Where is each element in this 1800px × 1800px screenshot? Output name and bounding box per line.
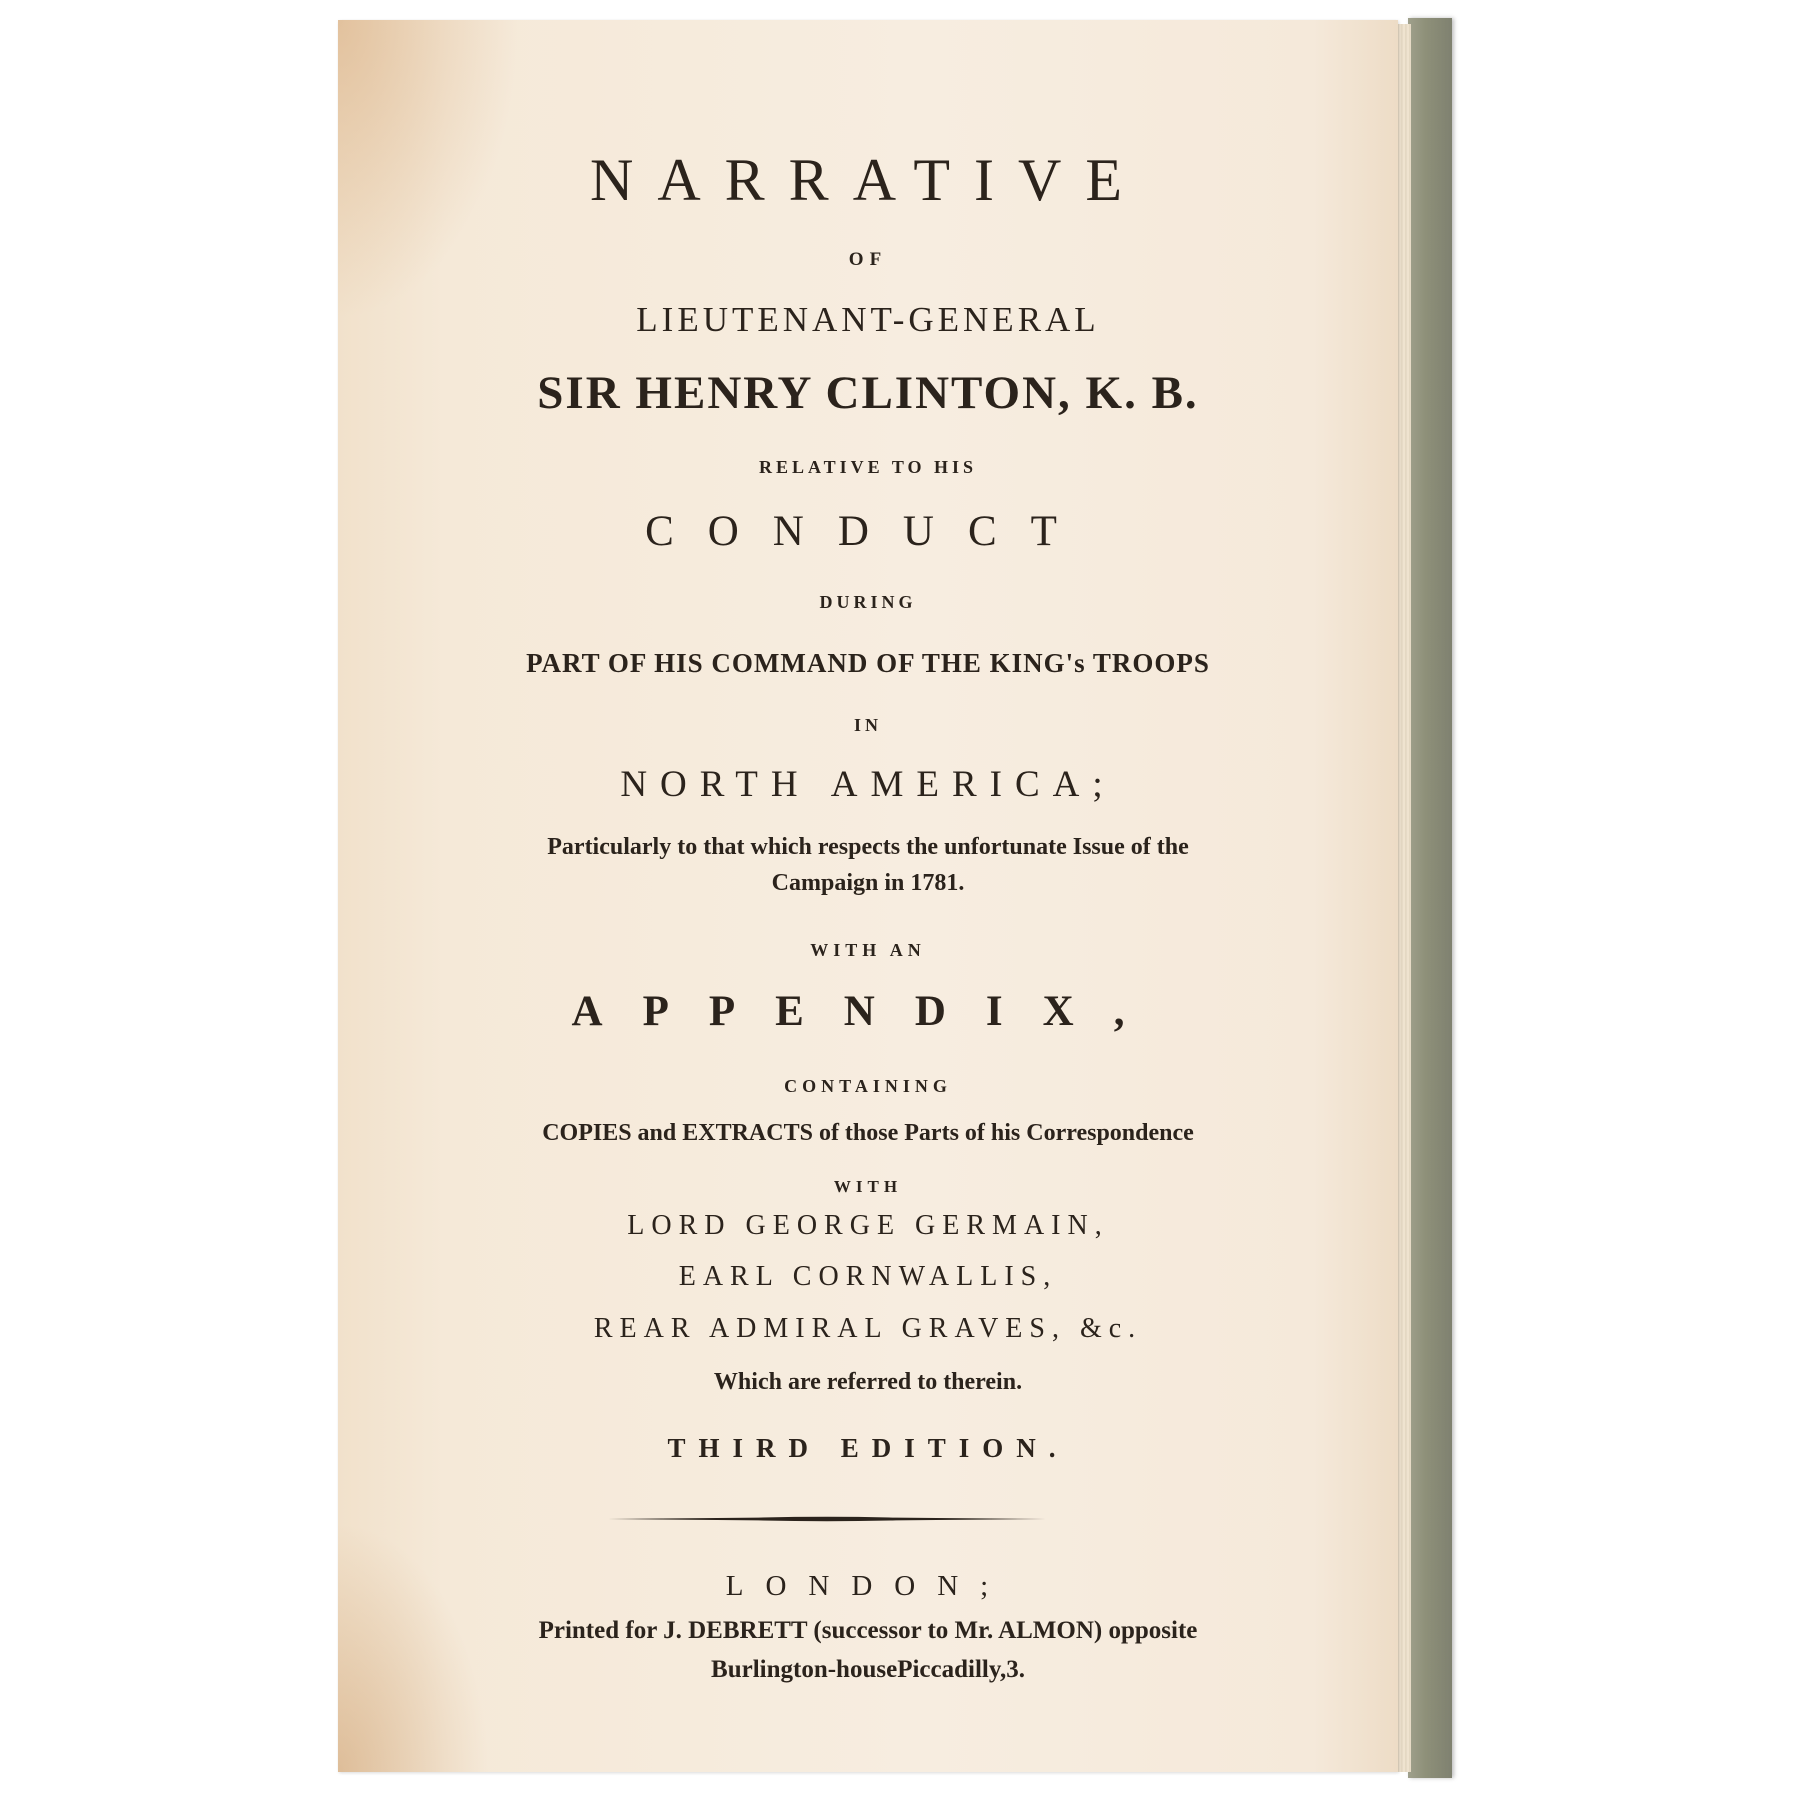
with-an-line: WITH AN — [810, 940, 926, 960]
of-line: OF — [848, 249, 888, 270]
copies-line: COPIES and EXTRACTS of those Parts of his Correspondence — [542, 1120, 1194, 1146]
correspondent-germain: LORD GEORGE GERMAIN, — [627, 1210, 1109, 1241]
particularly-line-2: Campaign in 1781. — [771, 870, 965, 896]
decorative-rule — [608, 1516, 1046, 1522]
with-line: WITH — [833, 1177, 903, 1196]
appendix-line: APPENDIX, — [571, 988, 1165, 1035]
north-america-line: NORTH AMERICA; — [620, 764, 1116, 805]
title-page-leaf — [338, 20, 1398, 1772]
particularly-line-1: Particularly to that which respects the unfortunate Issue of the — [547, 834, 1189, 860]
correspondent-graves: REAR ADMIRAL GRAVES, &c. — [593, 1313, 1143, 1344]
command-line: PART OF HIS COMMAND OF THE KING's TROOPS — [526, 648, 1210, 678]
imprint-printer-line-1: Printed for J. DEBRETT (successor to Mr. ALMON) opposite — [538, 1617, 1198, 1644]
referred-line: Which are referred to therein. — [713, 1369, 1023, 1395]
imprint-printer-line-2: Burlington-housePiccadilly,3. — [711, 1656, 1025, 1683]
imprint-city: LONDON; — [725, 1570, 1011, 1602]
edition-line: THIRD EDITION. — [667, 1433, 1069, 1463]
conduct-line: CONDUCT — [645, 508, 1091, 555]
containing-line: CONTAINING — [784, 1076, 952, 1096]
in-line: IN — [853, 715, 882, 735]
during-line: DURING — [819, 592, 917, 612]
relative-line: RELATIVE TO HIS — [758, 457, 978, 477]
main-title: NARRATIVE — [590, 147, 1146, 213]
author-name: SIR HENRY CLINTON, K. B. — [537, 367, 1199, 419]
cover-board — [1408, 18, 1452, 1778]
rank-line: LIEUTENANT-GENERAL — [636, 300, 1100, 339]
correspondent-cornwallis: EARL CORNWALLIS, — [678, 1261, 1058, 1292]
